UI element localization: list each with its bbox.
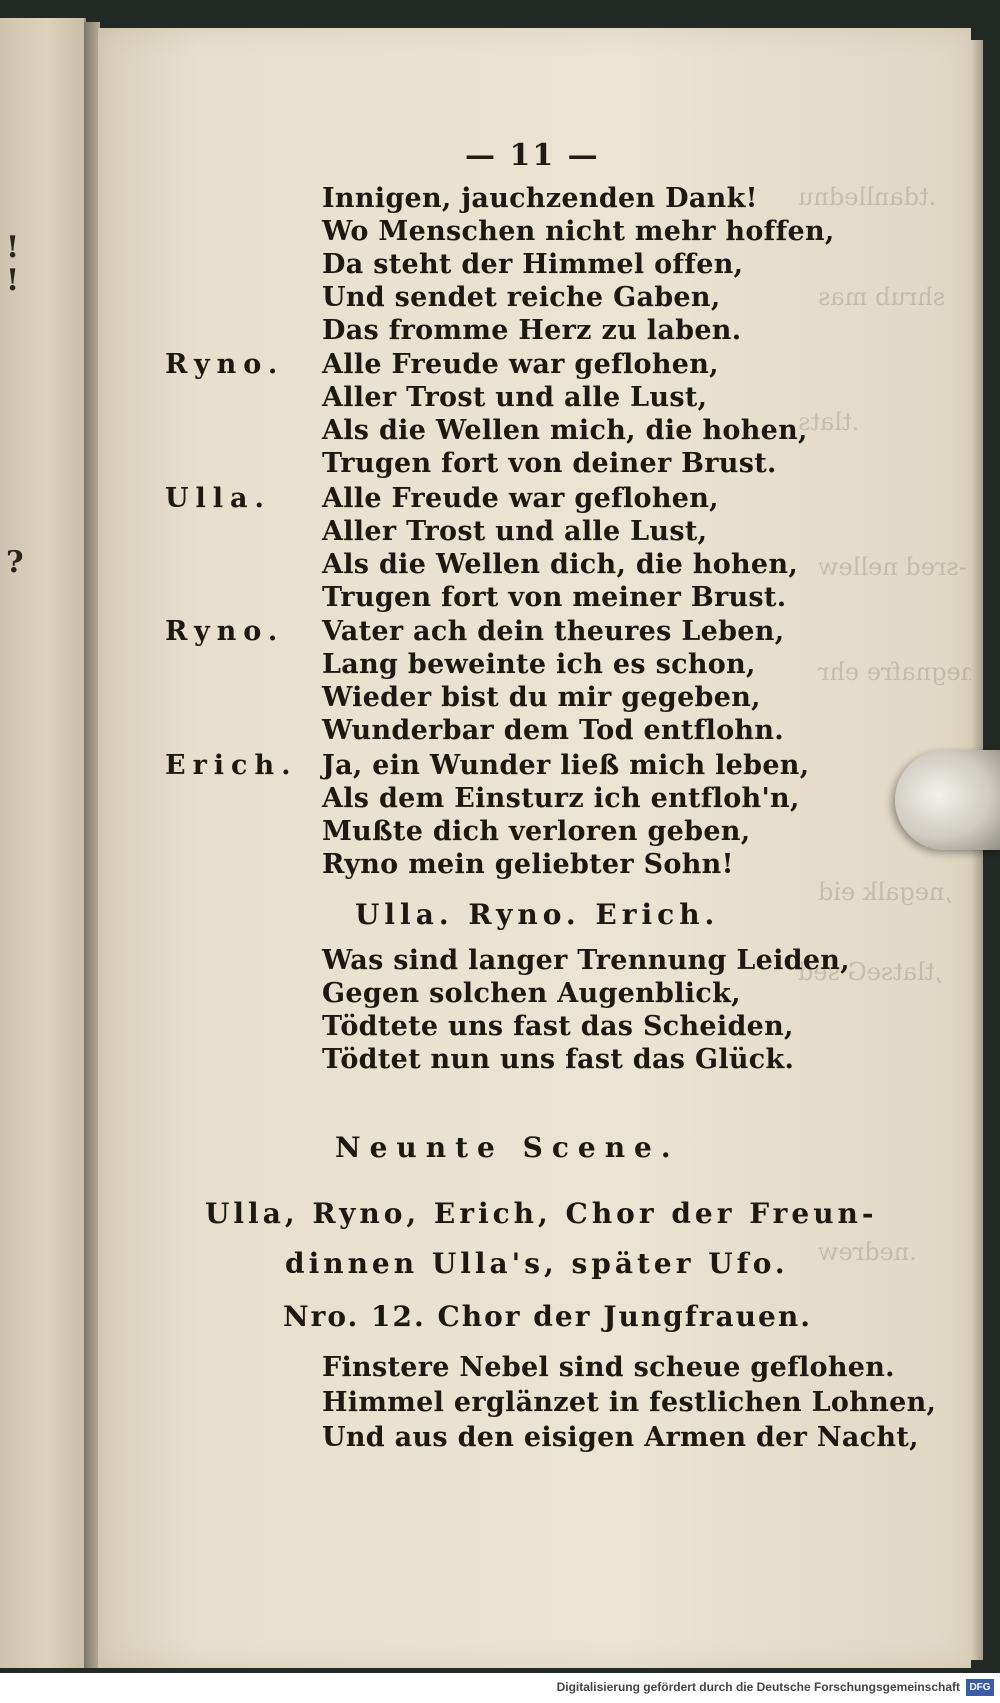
left-page-mark: ! <box>6 263 20 298</box>
footer-bar <box>0 1673 1000 1703</box>
verse-line: Aller Trost und alle Lust, <box>322 382 708 413</box>
speaker-name: Ulla. <box>165 483 271 514</box>
verse-line: Aller Trost und alle Lust, <box>322 516 708 547</box>
page-number: — 11 — <box>465 138 600 173</box>
speaker-name: Erich. <box>165 750 298 781</box>
verse-line: Vater ach dein theures Leben, <box>322 616 785 647</box>
verse-line: Und aus den eisigen Armen der Nacht, <box>322 1422 919 1453</box>
verse-line: Was sind langer Trennung Leiden, <box>322 945 850 976</box>
verse-line: Wieder bist du mir gegeben, <box>322 682 761 713</box>
verse-line: Das fromme Herz zu laben. <box>322 315 742 346</box>
scene-cast-line: dinnen Ulla's, später Ufo. <box>285 1247 789 1280</box>
verse-line: Wunderbar dem Tod entflohn. <box>322 715 784 746</box>
verse-line: Als die Wellen mich, die hohen, <box>322 415 808 446</box>
verse-line: Tödtete uns fast das Scheiden, <box>322 1011 794 1042</box>
verse-line: Innigen, jauchzenden Dank! <box>322 183 758 214</box>
speaker-name: Ryno. <box>165 616 285 647</box>
footer-credit: Digitalisierung gefördert durch die Deutsche Forschungsgemeinschaft <box>556 1680 960 1694</box>
bleed-through-texture: .tdan⁠llednu shrub mas .tlats -sred nellew ,negnafre ehr ,negalk eid ,tlatseG sed .nedrew <box>798 183 984 1266</box>
verse-line: Als die Wellen dich, die hohen, <box>322 549 799 580</box>
verse-line: Als dem Einsturz ich entfloh'n, <box>322 783 800 814</box>
verse-line: Alle Freude war geflohen, <box>322 483 719 514</box>
verse-line: Finstere Nebel sind scheue geflohen. <box>322 1352 895 1383</box>
scene-title: Neunte Scene. <box>335 1131 680 1164</box>
verse-line: Gegen solchen Augenblick, <box>322 978 741 1009</box>
left-page-mark: ? <box>6 545 24 580</box>
speaker-name: Ryno. <box>165 349 285 380</box>
verse-line: Trugen fort von meiner Brust. <box>322 582 787 613</box>
page-clip <box>895 750 1000 850</box>
verse-line: Und sendet reiche Gaben, <box>322 282 721 313</box>
verse-line: Mußte dich verloren geben, <box>322 816 751 847</box>
page-edge <box>971 40 983 1660</box>
verse-line: Trugen fort von deiner Brust. <box>322 448 777 479</box>
scene-cast-line: Ulla, Ryno, Erich, Chor der Freun- <box>205 1197 878 1230</box>
verse-line: Alle Freude war geflohen, <box>322 349 719 380</box>
ensemble-speakers: Ulla. Ryno. Erich. <box>355 898 720 931</box>
left-page-mark: ! <box>6 230 20 265</box>
left-page-edge <box>0 18 86 1668</box>
number-heading: Nro. 12. Chor der Jungfrauen. <box>283 1300 812 1333</box>
dfg-logo: DFG <box>966 1679 994 1696</box>
verse-line: Da steht der Himmel offen, <box>322 249 744 280</box>
verse-line: Himmel erglänzet in festlichen Lohnen, <box>322 1387 937 1418</box>
verse-line: Ja, ein Wunder ließ mich leben, <box>322 750 810 781</box>
verse-line: Wo Menschen nicht mehr hoffen, <box>322 216 835 247</box>
verse-line: Tödtet nun uns fast das Glück. <box>322 1044 795 1075</box>
verse-line: Ryno mein geliebter Sohn! <box>322 849 734 880</box>
verse-line: Lang beweinte ich es schon, <box>322 649 756 680</box>
